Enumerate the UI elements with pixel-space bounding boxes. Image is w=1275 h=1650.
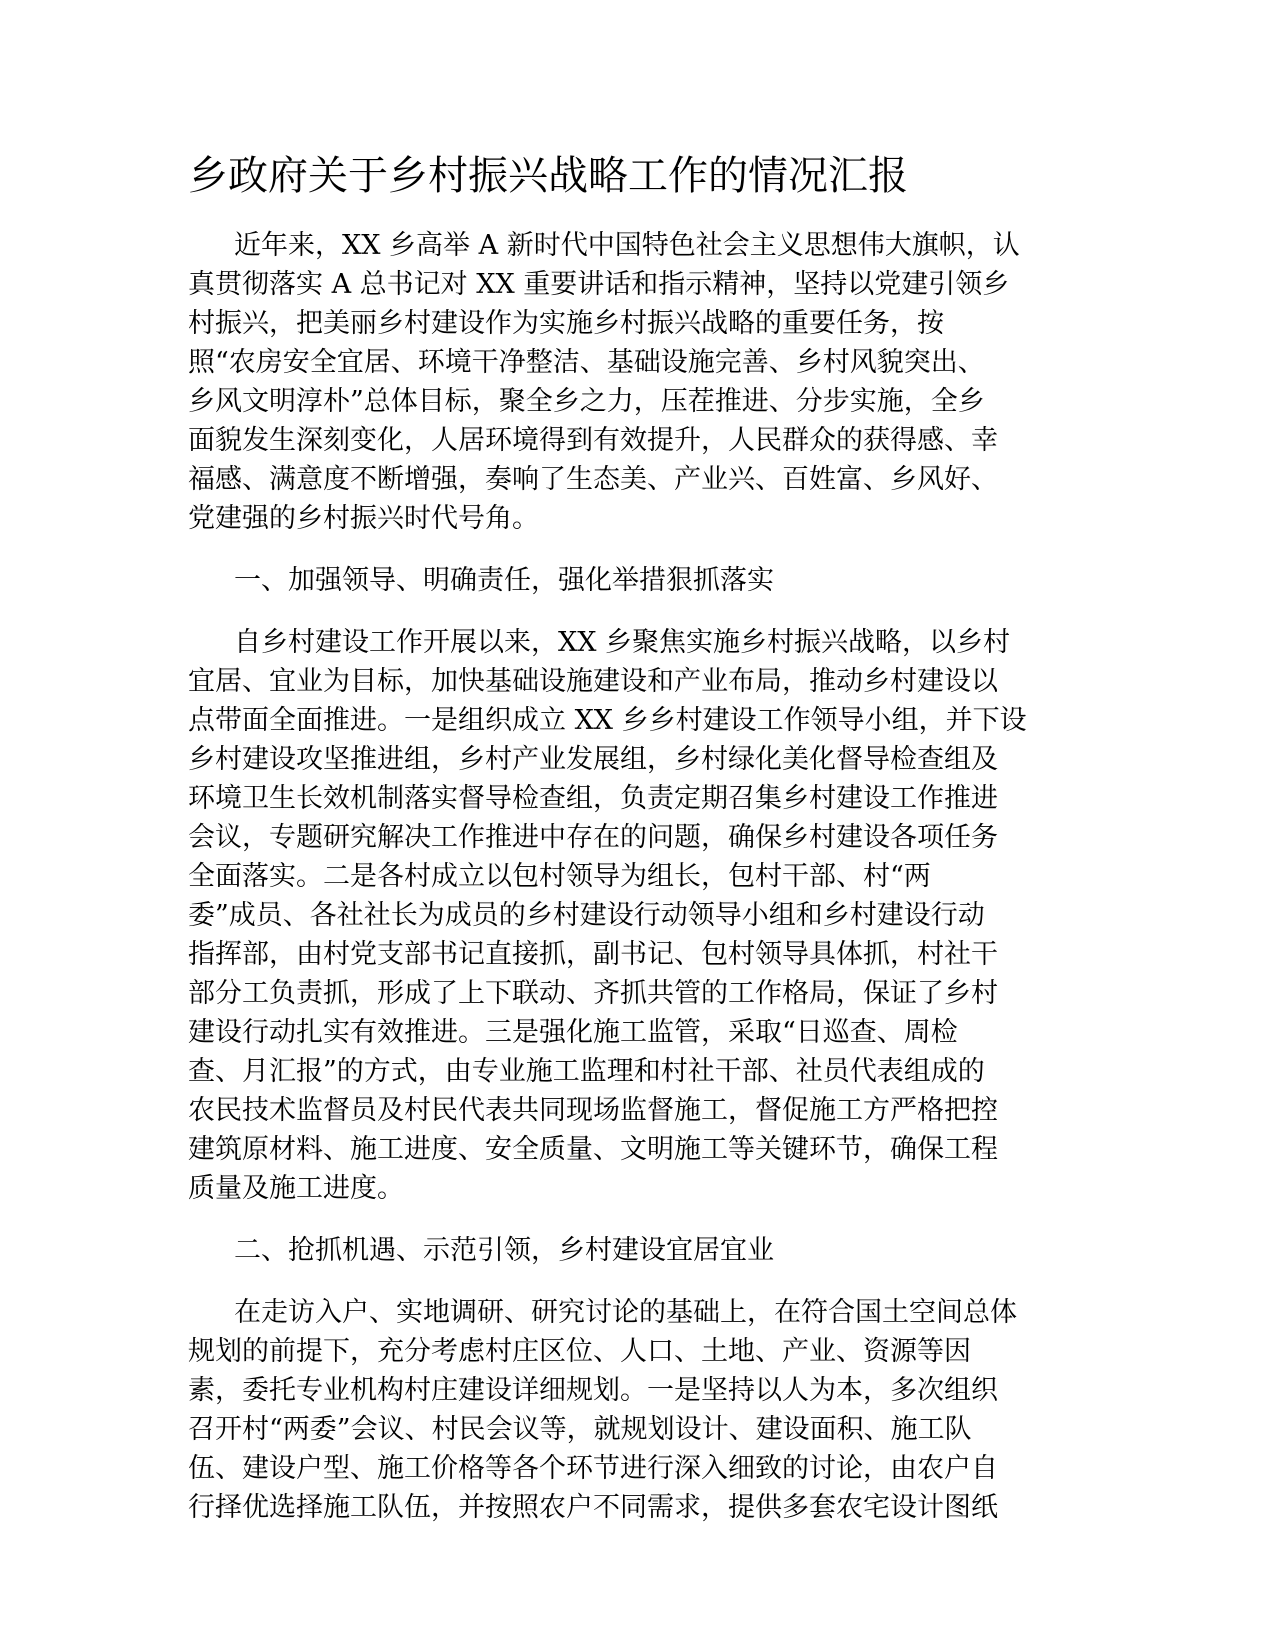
heading-text: 一、加强领导、明确责任，强化举措狠抓落实: [234, 565, 774, 596]
paragraph-line: 召开村“两委”会议、村民会议等，就规划设计、建设面积、施工队: [188, 1414, 972, 1445]
paragraph-line: 建设行动扎实有效推进。三是强化施工监管，采取“日巡查、周检: [188, 1017, 958, 1048]
paragraph-line: 环境卫生长效机制落实督导检查组，负责定期召集乡村建设工作推进: [188, 783, 998, 814]
paragraph-line: 村振兴，把美丽乡村建设作为实施乡村振兴战略的重要任务，按: [188, 308, 944, 339]
paragraph-line: 部分工负责抓，形成了上下联动、齐抓共管的工作格局，保证了乡村: [188, 978, 998, 1009]
paragraph-line: 面貌发生深刻变化，人居环境得到有效提升，人民群众的获得感、幸: [188, 425, 998, 456]
paragraph-line: 宜居、宜业为目标，加快基础设施建设和产业布局，推动乡村建设以: [188, 666, 998, 697]
paragraph-line: 农民技术监督员及村民代表共同现场监督施工，督促施工方严格把控: [188, 1095, 998, 1126]
paragraph-line: 规划的前提下，充分考虑村庄区位、人口、土地、产业、资源等因: [188, 1336, 971, 1367]
body-paragraph: [188, 1293, 1088, 1527]
paragraph-line: 真贯彻落实 A 总书记对 XX 重要讲话和指示精神，坚持以党建引领乡: [188, 269, 1010, 300]
paragraph-line: 乡村建设攻坚推进组，乡村产业发展组，乡村绿化美化督导检查组及: [188, 744, 998, 775]
section-heading: [188, 561, 1088, 600]
paragraph-line: 照“农房安全宜居、环境干净整洁、基础设施完善、乡村风貌突出、: [188, 347, 985, 378]
paragraph-line: 自乡村建设工作开展以来，XX 乡聚焦实施乡村振兴战略，以乡村: [234, 627, 1011, 658]
paragraph-line: 党建强的乡村振兴时代号角。: [188, 503, 539, 534]
paragraph-line: 伍、建设户型、施工价格等各个环节进行深入细致的讨论，由农户自: [188, 1453, 998, 1484]
paragraph-line: 全面落实。二是各村成立以包村领导为组长，包村干部、村“两: [188, 861, 931, 892]
document-blocks: [188, 226, 1088, 1527]
paragraph-line: 委”成员、各社社长为成员的乡村建设行动领导小组和乡村建设行动: [188, 900, 985, 931]
paragraph-line: 质量及施工进度。: [188, 1173, 404, 1204]
document-title: 乡政府关于乡村振兴战略工作的情况汇报: [188, 153, 908, 199]
heading-text: 二、抢抓机遇、示范引领，乡村建设宜居宜业: [234, 1235, 774, 1266]
body-paragraph: [188, 226, 1088, 538]
body-paragraph: [188, 623, 1088, 1208]
section-heading: [188, 1231, 1088, 1270]
document-body: [188, 146, 1088, 1527]
paragraph-line: 指挥部，由村党支部书记直接抓，副书记、包村领导具体抓，村社干: [188, 939, 998, 970]
paragraph-line: 会议，专题研究解决工作推进中存在的问题，确保乡村建设各项任务: [188, 822, 998, 853]
paragraph-line: 福感、满意度不断增强，奏响了生态美、产业兴、百姓富、乡风好、: [188, 464, 998, 495]
paragraph-line: 在走访入户、实地调研、研究讨论的基础上，在符合国土空间总体: [234, 1297, 1017, 1328]
paragraph-line: 点带面全面推进。一是组织成立 XX 乡乡村建设工作领导小组，并下设: [188, 705, 1027, 736]
paragraph-line: 查、月汇报”的方式，由专业施工监理和村社干部、社员代表组成的: [188, 1056, 985, 1087]
paragraph-line: 乡风文明淳朴”总体目标，聚全乡之力，压茬推进、分步实施，全乡: [188, 386, 985, 417]
paragraph-line: 近年来，XX 乡高举 A 新时代中国特色社会主义思想伟大旗帜，认: [234, 230, 1020, 261]
paragraph-line: 行择优选择施工队伍，并按照农户不同需求，提供多套农宅设计图纸: [188, 1492, 998, 1523]
paragraph-line: 建筑原材料、施工进度、安全质量、文明施工等关键环节，确保工程: [188, 1134, 998, 1165]
paragraph-line: 素，委托专业机构村庄建设详细规划。一是坚持以人为本，多次组织: [188, 1375, 998, 1406]
